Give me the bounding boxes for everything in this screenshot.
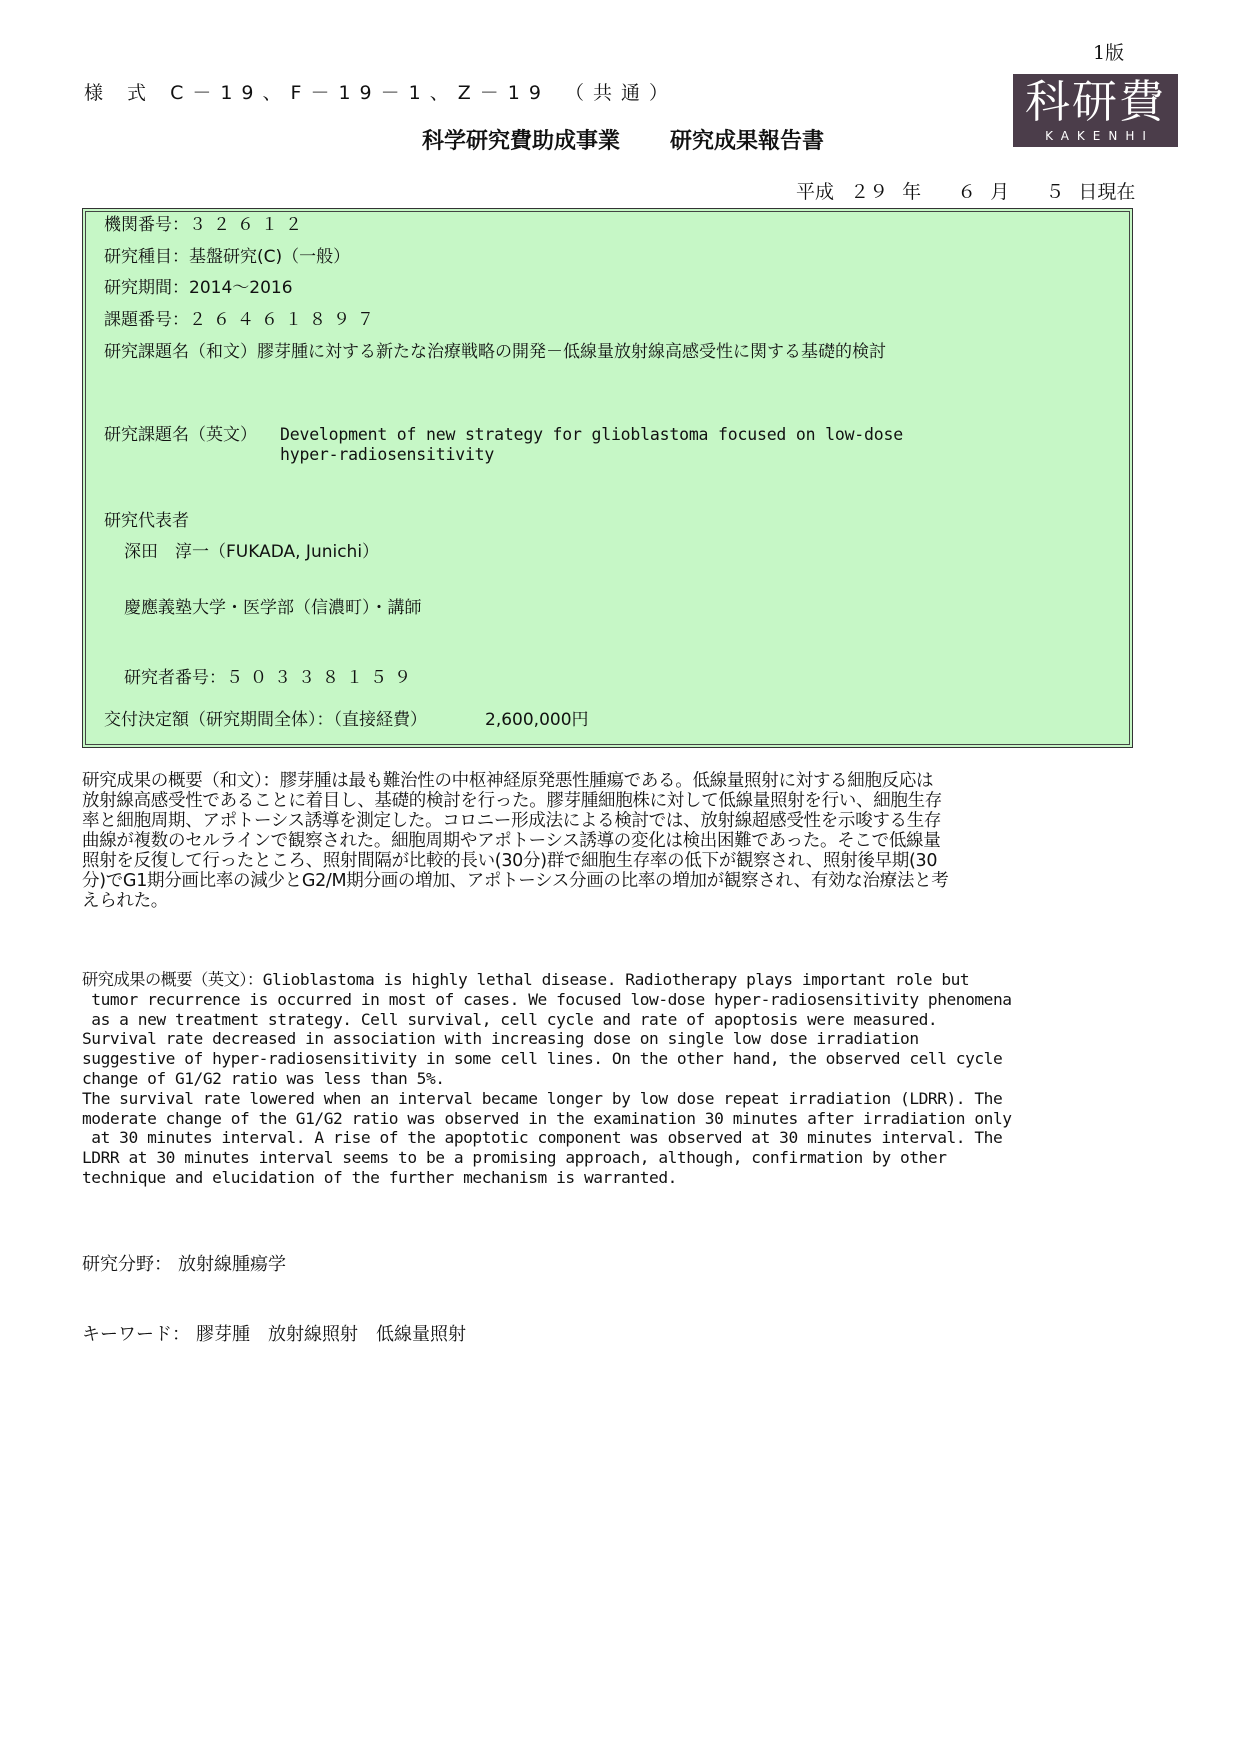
as-of-day: ５ — [1045, 181, 1065, 203]
as-of-era: 平成 — [796, 181, 835, 203]
researcher-number-row — [124, 667, 418, 689]
keywords-row — [82, 1320, 466, 1346]
researcher-number-label: 研究者番号： — [124, 668, 226, 688]
period-value: 2014～2016 — [189, 278, 293, 298]
edition-label: 1版 — [1093, 42, 1125, 64]
title-program: 科学研究費助成事業 — [422, 129, 621, 154]
summary-ja-line: えられた。 — [82, 891, 168, 911]
document-title — [422, 124, 824, 155]
research-field-label: 研究分野： — [82, 1254, 172, 1275]
project-number-label: 課題番号： — [104, 310, 189, 330]
summary-en-block — [82, 970, 1012, 1188]
researcher-number: ５０３３８１５９ — [226, 668, 418, 688]
project-number: ２６４６１８９７ — [189, 310, 381, 330]
as-of-year: ２９ — [850, 181, 889, 203]
summary-en-line: 研究成果の概要（英文）：Glioblastoma is highly lethal disease. Radiotherapy plays important role but — [82, 970, 970, 989]
summary-en-line: as a new treatment strategy. Cell survival, cell cycle and rate of apoptosis were measured. — [82, 1009, 938, 1029]
summary-en-line: technique and elucidation of the further mechanism is warranted. — [82, 1167, 677, 1187]
title-report: 研究成果報告書 — [670, 129, 825, 154]
summary-en-line: moderate change of the G1/G2 ratio was observed in the examination 30 minutes after irradiation only — [82, 1108, 1012, 1128]
project-number-row — [104, 309, 381, 331]
institution-number: ３２６１２ — [189, 215, 309, 235]
institution-row — [104, 214, 309, 236]
institution-label: 機関番号： — [104, 215, 189, 235]
summary-en-line: suggestive of hyper-radiosensitivity in some cell lines. On the other hand, the observed cell cycle — [82, 1049, 1003, 1069]
keywords-value: 膠芽腫 放射線照射 低線量照射 — [196, 1324, 466, 1345]
logo-main-text: 科研費 — [1024, 75, 1166, 128]
title-ja-value: 膠芽腫に対する新たな治療戦略の開発－低線量放射線高感受性に関する基礎的検討 — [257, 342, 886, 362]
period-row — [104, 277, 293, 299]
summary-ja-line: 曲線が複数のセルラインで観察された。細胞周期やアポトーシス誘導の変化は検出困難であった。そこで低線量 — [82, 831, 941, 851]
logo-sub-text: KAKENHI — [1045, 129, 1154, 143]
summary-ja-line: 研究成果の概要（和文）：膠芽腫は最も難治性の中枢神経原発悪性腫瘍である。低線量照射に対する細胞反応は — [82, 771, 934, 791]
title-en-line-2: hyper-radiosensitivity — [280, 445, 495, 464]
as-of-day-unit: 日現在 — [1078, 181, 1136, 203]
title-ja-label: 研究課題名（和文） — [104, 342, 257, 362]
title-en-line-1: Development of new strategy for glioblastoma focused on low-dose — [280, 425, 903, 444]
pi-name: 深田 淳一（FUKADA, Junichi） — [124, 542, 380, 562]
keywords-label: キーワード： — [82, 1324, 190, 1345]
pi-affiliation: 慶應義塾大学・医学部（信濃町）・講師 — [124, 598, 422, 618]
summary-en-line: change of G1/G2 ratio was less than 5%. — [82, 1068, 445, 1088]
grant-label: 交付決定額（研究期間全体）：（直接経費） — [104, 710, 427, 730]
summary-ja-block — [82, 771, 948, 911]
research-field-row — [82, 1250, 286, 1276]
research-field-value: 放射線腫瘍学 — [178, 1254, 286, 1275]
grant-row — [104, 709, 589, 731]
as-of-year-unit: 年 — [902, 181, 922, 203]
title-en-label: 研究課題名（英文） — [104, 425, 257, 445]
summary-ja-line: 照射を反復して行ったところ、照射間隔が比較的長い(30分)群で細胞生存率の低下が観察され、照射後早期(30 — [82, 851, 938, 871]
title-ja-row — [104, 341, 886, 363]
kakenhi-logo — [1013, 74, 1178, 147]
as-of-month: ６ — [957, 181, 977, 203]
summary-en-line: at 30 minutes interval. A rise of the apoptotic component was observed at 30 minutes interval. The — [82, 1128, 1003, 1148]
summary-en-line: The survival rate lowered when an interval became longer by low dose repeat irradiation (LDRR). The — [82, 1088, 1003, 1108]
summary-en-line: Survival rate decreased in association with increasing dose on single low dose irradiation — [82, 1029, 919, 1049]
category-row — [104, 246, 350, 268]
category-label: 研究種目： — [104, 247, 189, 267]
pi-label: 研究代表者 — [104, 511, 189, 531]
summary-en-line: tumor recurrence is occurred in most of cases. We focused low-dose hyper-radiosensitivity phenomena — [82, 989, 1012, 1009]
summary-ja-line: 率と細胞周期、アポトーシス誘導を測定した。コロニー形成法による検討では、放射線超感受性を示唆する生存 — [82, 811, 942, 831]
as-of-month-unit: 月 — [990, 181, 1010, 203]
grant-amount: 2,600,000円 — [485, 710, 589, 730]
summary-en-line: LDRR at 30 minutes interval seems to be a promising approach, although, confirmation by other — [82, 1148, 947, 1168]
summary-ja-line: 分)でG1期分画比率の減少とG2/M期分画の増加、アポトーシス分画の比率の増加が観察され、有効な治療法と考 — [82, 871, 949, 891]
summary-ja-line: 放射線高感受性であることに着目し、基礎的検討を行った。膠芽腫細胞株に対して低線量照射を行い、細胞生存 — [82, 791, 942, 811]
form-code: 様 式 C－19、F－19－1、Z－19 （共通） — [84, 82, 677, 104]
category-value: 基盤研究(C)（一般） — [189, 247, 351, 267]
as-of-date — [796, 177, 1135, 204]
period-label: 研究期間： — [104, 278, 189, 298]
